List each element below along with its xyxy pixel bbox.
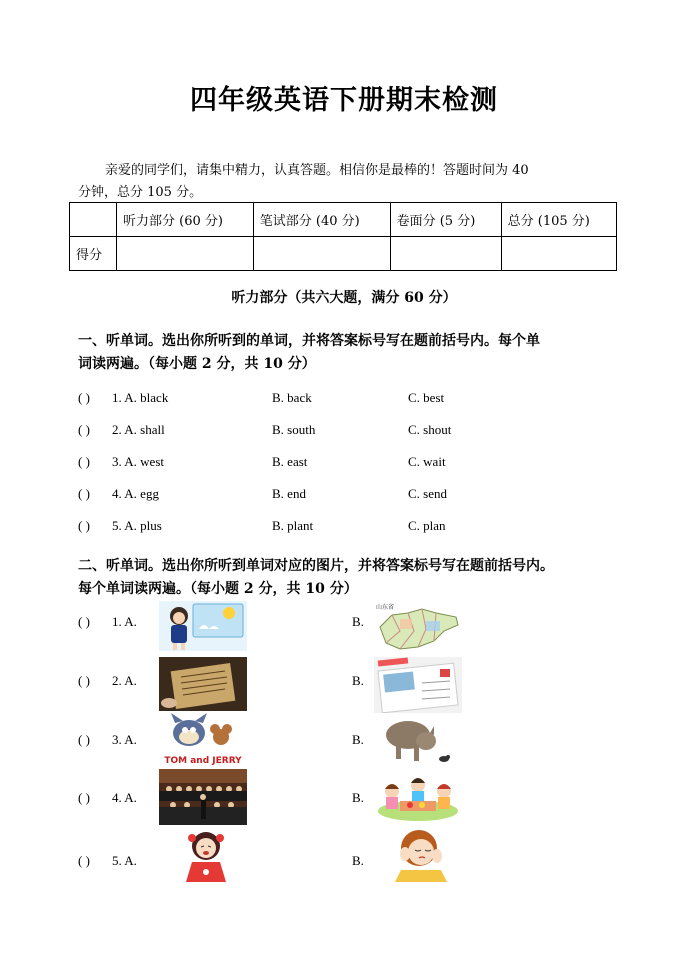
option-b-label: B. — [352, 614, 364, 629]
option-c: C. best — [408, 390, 445, 405]
part2-heading — [78, 555, 638, 601]
page-title: 四年级英语下册期末检测 — [190, 85, 498, 116]
listening-section-title: 听力部分（共六大题，满分 60 分） — [231, 290, 457, 306]
part1-heading — [78, 330, 638, 376]
option-a: 2. A. shall — [112, 422, 165, 437]
option-c: C. wait — [408, 454, 446, 469]
intro-text — [78, 160, 618, 204]
answer-blank[interactable]: ( ) — [78, 422, 90, 437]
tom-and-jerry-image — [159, 713, 247, 767]
score-header-total: 总分 (105 分) — [501, 203, 616, 237]
answer-blank[interactable]: ( ) — [78, 673, 90, 688]
score-row-label: 得分 — [70, 237, 117, 271]
orchestra-concert-image — [159, 769, 247, 825]
intro-line-2: 分钟，总分 105 分。 — [78, 185, 203, 200]
score-table-header-row — [70, 203, 617, 237]
answer-blank[interactable]: ( ) — [78, 614, 90, 629]
option-b: B. plant — [272, 518, 314, 533]
part1-heading-line-2: 词读两遍。（每小题 2 分，共 10 分） — [78, 356, 316, 372]
tired-girl-image — [375, 826, 467, 882]
score-header-written: 笔试部分 (40 分) — [253, 203, 390, 237]
tom-jerry-logo: TOM and JERRY — [164, 756, 242, 766]
kids-picnic-image — [374, 771, 462, 823]
option-b-label: B. — [352, 673, 364, 688]
option-b: B. end — [272, 486, 306, 501]
postcard-image — [374, 657, 462, 713]
letter-paper-image — [159, 657, 247, 711]
answer-blank[interactable]: ( ) — [78, 732, 90, 747]
option-a: 1. A. black — [112, 390, 169, 405]
score-table — [69, 202, 617, 271]
answer-blank[interactable]: ( ) — [78, 390, 90, 405]
option-c: C. plan — [408, 518, 446, 533]
option-c: C. send — [408, 486, 447, 501]
option-a-label: 5. A. — [112, 853, 137, 868]
option-b-label: B. — [352, 853, 364, 868]
option-a: 4. A. egg — [112, 486, 159, 501]
option-b: B. south — [272, 422, 316, 437]
crying-girl-image — [182, 828, 230, 882]
option-a-label: 4. A. — [112, 790, 137, 805]
girl-with-weather-board-image — [159, 601, 247, 651]
answer-blank[interactable]: ( ) — [78, 853, 90, 868]
score-header-listening: 听力部分 (60 分) — [117, 203, 254, 237]
option-a: 3. A. west — [112, 454, 164, 469]
score-cell-listening[interactable] — [117, 237, 254, 271]
score-header-blank — [70, 203, 117, 237]
part1-heading-line-1: 一、听单词。选出你所听到的单词，并将答案标号写在题前括号内。每个单 — [78, 333, 540, 349]
score-cell-total[interactable] — [501, 237, 616, 271]
intro-line-1: 亲爱的同学们，请集中精力，认真答题。相信你是最棒的！答题时间为 40 — [105, 163, 529, 178]
part2-heading-line-2: 每个单词读两遍。（每小题 2 分，共 10 分） — [78, 581, 358, 597]
option-a-label: 3. A. — [112, 732, 137, 747]
option-b-label: B. — [352, 732, 364, 747]
shandong-map-image — [374, 601, 462, 653]
option-b: B. back — [272, 390, 312, 405]
option-b: B. east — [272, 454, 308, 469]
option-b-label: B. — [352, 790, 364, 805]
score-cell-written[interactable] — [253, 237, 390, 271]
option-a-label: 2. A. — [112, 673, 137, 688]
option-a: 5. A. plus — [112, 518, 162, 533]
score-table-score-row — [70, 237, 617, 271]
cat-and-mouse-image — [374, 713, 464, 769]
answer-blank[interactable]: ( ) — [78, 790, 90, 805]
option-a-label: 1. A. — [112, 614, 137, 629]
score-cell-neatness[interactable] — [390, 237, 501, 271]
option-c: C. shout — [408, 422, 452, 437]
part2-heading-line-1: 二、听单词。选出你所听到单词对应的图片，并将答案标号写在题前括号内。 — [78, 558, 554, 574]
score-header-neatness: 卷面分 (5 分) — [390, 203, 501, 237]
answer-blank[interactable]: ( ) — [78, 518, 90, 533]
map-caption: 山东省 — [376, 604, 395, 611]
answer-blank[interactable]: ( ) — [78, 454, 90, 469]
answer-blank[interactable]: ( ) — [78, 486, 90, 501]
